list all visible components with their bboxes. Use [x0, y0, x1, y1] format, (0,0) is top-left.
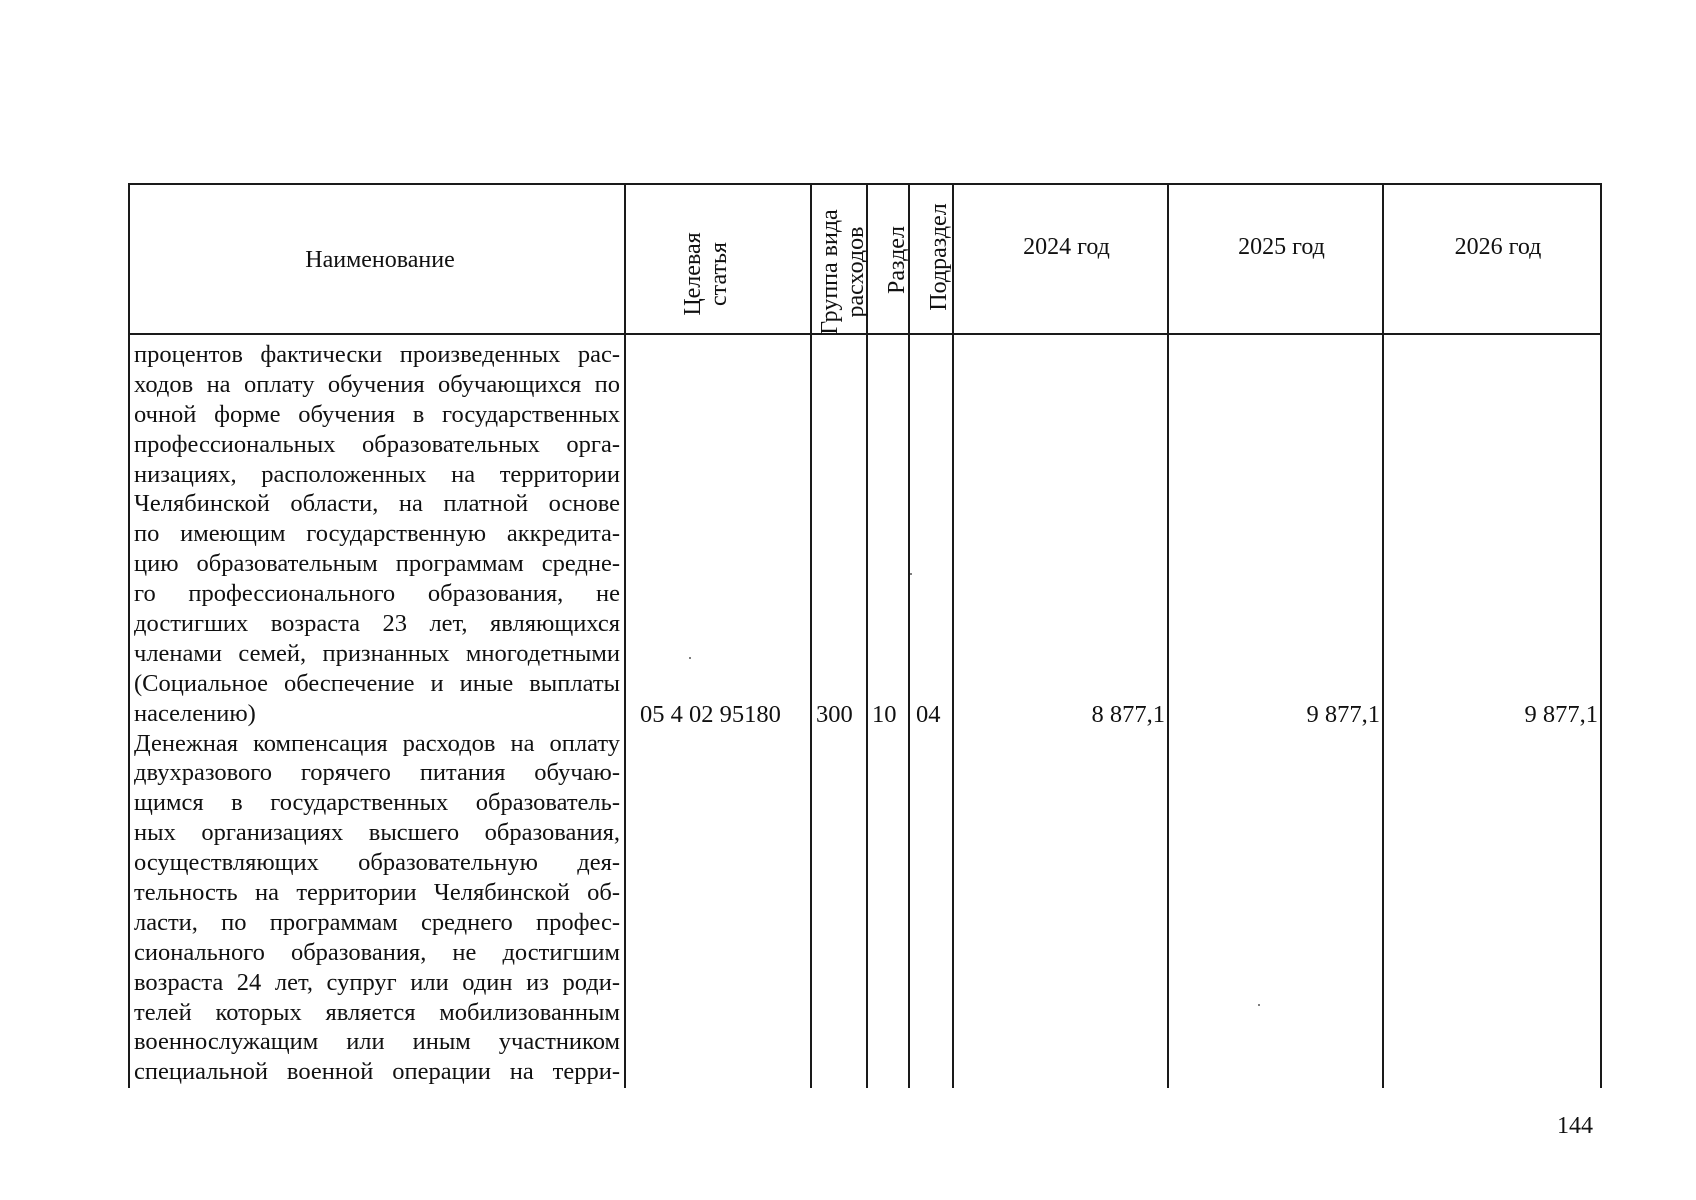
description-line: сионального образования, не достигшим — [134, 938, 620, 966]
cell-amount-2026: 9 877,1 — [1524, 701, 1598, 728]
description-line: населению) — [134, 699, 256, 727]
col-border-target — [810, 183, 812, 1088]
header-target-article-line2: статья — [706, 242, 732, 306]
description-line: двухразового горячего питания обучаю- — [134, 759, 620, 787]
col-border-name — [624, 183, 626, 1088]
description-line: осуществляющих образовательную дея- — [134, 849, 620, 877]
header-expense-group-line2: расходов — [843, 226, 869, 318]
cell-subsection: 04 — [916, 701, 941, 728]
col-border-2025 — [1382, 183, 1384, 1088]
description-line: (Социальное обеспечение и иные выплаты — [134, 669, 620, 697]
description-line: очной форме обучения в государственных — [134, 400, 620, 428]
description-line: членами семей, признанных многодетными — [134, 639, 620, 667]
cell-expense-group: 300 — [816, 701, 853, 728]
description-line: Челябинской области, на платной основе — [134, 490, 620, 518]
description-line: процентов фактически произведенных рас- — [134, 341, 620, 368]
page-number: 144 — [1557, 1113, 1593, 1139]
cell-section: 10 — [872, 701, 897, 728]
col-border-2024 — [1167, 183, 1169, 1088]
description-line: тельность на территории Челябинской об- — [134, 879, 620, 907]
description-line: ласти, по программам среднего профес- — [134, 908, 620, 936]
col-border-section — [908, 183, 910, 1088]
header-section: Раздел — [884, 226, 910, 294]
col-border-right — [1600, 183, 1602, 1088]
description-line: ных организациях высшего образования, — [134, 819, 620, 847]
header-expense-group-line1: Группа вида — [817, 209, 843, 335]
header-target-article-line1: Целевая — [680, 232, 706, 316]
header-name: Наименование — [305, 247, 455, 273]
description-line: возраста 24 лет, супруг или один из роди- — [134, 968, 620, 996]
scan-speck — [1258, 1004, 1260, 1006]
description-line: по имеющим государственную аккредита- — [134, 520, 620, 548]
header-year-2026: 2026 год — [1454, 234, 1542, 260]
cell-amount-2025: 9 877,1 — [1306, 701, 1380, 728]
description-line: ходов на оплату обучения обучающихся по — [134, 370, 620, 398]
description-line: цию образовательным программам средне- — [134, 550, 620, 578]
cell-amount-2024: 8 877,1 — [1091, 701, 1165, 728]
description-line: Денежная компенсация расходов на оплату — [134, 729, 620, 757]
description-line: щимся в государственных образователь- — [134, 789, 620, 817]
row-description — [134, 340, 620, 1087]
description-line: телей которых является мобилизованным — [134, 998, 620, 1026]
description-line: достигших возраста 23 лет, являющихся — [134, 610, 620, 638]
header-year-2024: 2024 год — [1023, 234, 1110, 260]
cell-target-article: 05 4 02 95180 — [640, 701, 781, 728]
scan-speck — [910, 573, 912, 575]
header-target-article — [680, 214, 736, 334]
table-top-border — [128, 183, 1602, 185]
description-line: низациях, расположенных на территории — [134, 460, 620, 488]
header-expense-group — [817, 199, 873, 345]
header-subsection: Подраздел — [926, 203, 952, 311]
scan-speck — [689, 657, 691, 659]
col-border-left — [128, 183, 130, 1088]
description-line: военнослужащим или иным участником — [134, 1028, 620, 1056]
header-year-2025: 2025 год — [1238, 234, 1325, 260]
description-line: профессиональных образовательных орга- — [134, 430, 620, 458]
description-line: специальной военной операции на терри- — [134, 1058, 620, 1086]
description-line: го профессионального образования, не — [134, 580, 620, 608]
